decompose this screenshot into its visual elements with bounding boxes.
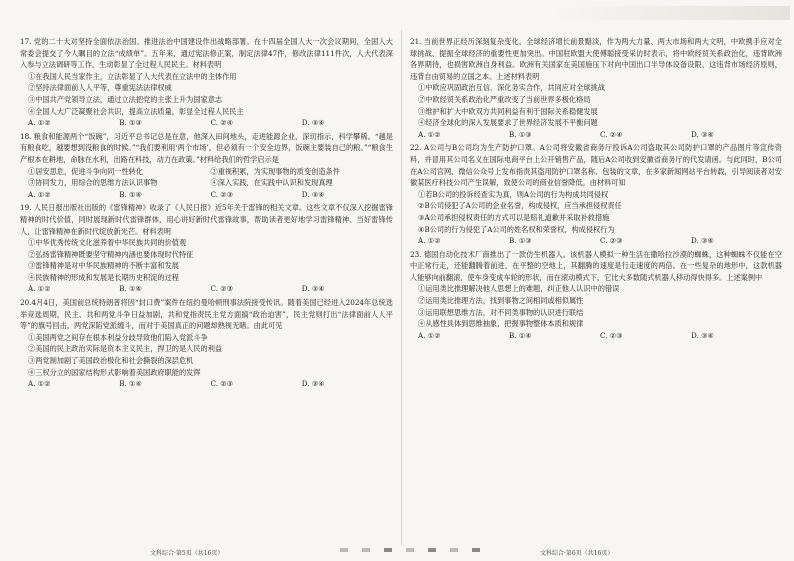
choice-d: D. ③④ <box>301 284 325 294</box>
option: ④从感性具体到思维抽象，把握事物整体本质和规律 <box>418 319 584 329</box>
option: ①在我国人民当家作主，立法彰显了人大代表在立法中的主体作用 <box>28 71 237 81</box>
option: ④全国人大广泛凝聚社会共识，提高立法质量，彰显全过程人民民主 <box>28 106 244 116</box>
mark <box>428 548 436 552</box>
option: ①中欧应巩固政治互信、深化务实合作，共同应对全球挑战 <box>418 83 605 93</box>
option: ②弘扬雷锋精神既要坚守精神内涵也要体现时代特征 <box>28 249 194 259</box>
page-footer-left: 文科综合·第5页（共16页） <box>150 550 224 557</box>
choice-a: A. ①② <box>28 189 51 199</box>
choice-c: C. ②③ <box>210 284 234 294</box>
question-stem: 21. 当前世界正经历深刻复杂变化，全球经济增长前景黯淡，作为两大力量、两大市场和两大文明，中欧携手应对全球挑战、提振全球经济的重要性更加突出。中国驻欧盟大使傅聪接受采访时表示，将中欧经贸关系政治化，违背欧洲各界期待，也损害欧洲自身利益。欧洲有关国家在美国施压下对向中国出口半导体设备设限，这违背市场经济原则，违背自由贸易的立国之本。上述材料表明 <box>410 37 782 81</box>
question-stem: 22. A公司与B公司均为生产防护口罩。A公司将安徽省商务厅投诉A公司盗取其公司防护口罩的产品图片等宣传资料，并冒用其公司名义在国际电商平台上公开销售产品，随后A公司收到安徽省商务厅的代发请函。与此同时，B公司在A公司官网、微信公众号上发布指责其盗用防护口罩名称、包装的文章，在多家新闻网站平台转载，引导阅读者对安徽某医疗科技公司产生误解，致使公司的商业信誉降低。由材料可知 <box>410 143 782 188</box>
choice-a: A. ①② <box>418 236 441 246</box>
page-footer-right: 文科综合·第6页（共16页） <box>540 550 614 557</box>
mark <box>340 548 348 552</box>
option: ②重视积累，为实现事物的质变创造条件 <box>210 166 340 176</box>
option: ④民族精神的形成和发展是长期历史积淀的过程 <box>28 272 179 282</box>
question-17 <box>20 36 393 129</box>
choice-b: B. ①④ <box>119 379 142 389</box>
answer-choices <box>20 378 393 390</box>
option-row <box>20 166 393 178</box>
choice-b: B. ①④ <box>119 284 142 294</box>
choice-b: B. ①③ <box>509 236 532 246</box>
option: ④三权分立的国家结构形式影响着美国政府职能的发挥 <box>28 367 201 377</box>
answer-choices <box>20 117 393 129</box>
choice-c: C. ②③ <box>210 189 234 199</box>
question-23 <box>410 249 782 342</box>
option: ②运用类比推理方法，找到事物之间相同或相似属性 <box>418 296 584 306</box>
mark <box>406 548 414 552</box>
question-21 <box>410 36 782 140</box>
question-stem: 19. 人民日报出版社出版的《雷锋精神》收录了《人民日报》近5年关于雷锋的相关文章。这些文章不仅深入挖掘雷锋精神的时代价值，同时展现新时代雷锋群体，用心讲好新时代雷锋故事，帮助读者更好地学习雷锋精神、当好雷锋传人，让雷锋精神在新时代绽放新光芒。材料表明 <box>20 203 393 236</box>
choice-c: C. ②③ <box>210 379 234 389</box>
option: ①居安思危，促进斗争向同一性转化 <box>28 166 144 176</box>
choice-a: A. ①② <box>418 330 441 340</box>
option: ②坚持法律面前人人平等，尊重宪法法律权威 <box>28 83 172 93</box>
choice-d: D. ③④ <box>301 189 325 199</box>
option: ①若B公司的投诉经查实为真，则A公司的行为构成共同侵权 <box>418 189 609 199</box>
choice-b: B. ①④ <box>119 189 142 199</box>
page-shadow <box>550 6 790 20</box>
choice-d: D. ③④ <box>691 330 714 340</box>
choice-c: C. ②④ <box>600 129 623 139</box>
option: ②美国的民主政治实际是资本主义民主，捍卫的是人民的利益 <box>28 344 223 354</box>
option: ③两党制加剧了美国政治极化和社会撕裂的深层危机 <box>28 356 194 366</box>
column-divider <box>401 30 402 545</box>
choice-c: C. ②③ <box>600 330 623 340</box>
option: ①运用类比推理解决他人思想上的难题，纠正他人认识中的错误 <box>418 284 620 294</box>
choice-a: A. ①② <box>28 379 51 389</box>
answer-choices <box>410 330 782 342</box>
question-stem: 20.4月4日，美国前总统特朗普将因“封口费”案件在纽约曼哈顿刑事法院接受传讯。随着美国已经进入2024年总统选举竞选周期，民主、共和两党斗争日益加剧，共和党指责民主党方面搞“政治迫害”，民主党则打出“法律面前人人平等”的旗号回击。两党深陷党派缠斗，而对于美国真正的问题却熟视无睹。由此可见 <box>20 298 393 331</box>
mark <box>362 548 370 552</box>
choice-b: B. ①③ <box>119 118 142 128</box>
question-20 <box>20 297 393 390</box>
choice-d: D. ③④ <box>301 118 325 128</box>
question-19 <box>20 202 393 295</box>
mark <box>472 548 480 552</box>
choice-c: C. ②④ <box>210 118 234 128</box>
option: ①美国两党之间存在根本利益分歧导致他们陷入党派斗争 <box>28 332 208 342</box>
question-18 <box>20 131 393 201</box>
option-row <box>20 177 393 189</box>
answer-choices <box>20 189 393 201</box>
option: ④经济全球化的深入发展要求了世界经济发展不平衡问题 <box>418 118 598 128</box>
choice-a: A. ①② <box>418 129 441 139</box>
option: ③运用联想思维方法，对不同类事物的认识进行联结 <box>418 307 584 317</box>
option: ④深入实践，在实践中认识和发现真理 <box>210 178 333 188</box>
option: ③维护和扩大中欧双方共同利益有利于国际关系稳健发展 <box>418 106 598 116</box>
option: ①中华优秀传统文化滋养着中华民族共同的价值观 <box>28 238 187 248</box>
answer-choices <box>410 235 782 247</box>
option: ③A公司承担侵权责任的方式可以是赔礼道歉并采取补救措施 <box>418 212 610 222</box>
question-stem: 17. 党的二十大对坚持全面依法治国、推进法治中国建设作出战略部署。在十四届全国人大一次会议期间，全国人大常委会提交了今人瞩目的立法“成绩单”。五年来，通过宪法修正案，制定法律47件，修改法律111件次，人大代表深入参与立法调研等工作，生动彰显了全过程人民民主。材料表明 <box>20 37 393 70</box>
answer-choices <box>410 129 782 141</box>
choice-a: A. ①② <box>28 284 51 294</box>
choice-b: B. ①④ <box>509 330 532 340</box>
mark <box>384 548 392 552</box>
choice-b: B. ①③ <box>509 129 532 139</box>
right-column <box>410 36 782 343</box>
option: ③协同发力，用综合的思维方法认识事物 <box>28 178 158 188</box>
choice-d: D. ③④ <box>691 236 714 246</box>
option: ②中欧经贸关系政治化严重改变了当前世界多极化格局 <box>418 94 591 104</box>
option: ④B公司的行为侵犯了A公司的姓名权和荣誉权，构成侵权行为 <box>418 224 615 234</box>
choice-c: C. ②③ <box>600 236 623 246</box>
registration-marks <box>340 548 480 552</box>
option: ③中国共产党领导立法，通过立法把党的主张上升为国家意志 <box>28 94 223 104</box>
answer-choices <box>20 283 393 295</box>
choice-d: D. ③④ <box>301 379 325 389</box>
question-22 <box>410 142 782 246</box>
left-column <box>20 36 393 392</box>
option: ③雷锋精神是对中华民族精神的不断丰富和发展 <box>28 261 179 271</box>
choice-a: A. ①② <box>28 118 51 128</box>
choice-d: D. ③④ <box>691 129 714 139</box>
question-stem: 18. 粮食和能源两个“饭碗”，习近平总书记总是在意，他深入田间地头，走进能源企业，深切指示，科学攀稀。“越是有粮食吃，越要想到没粮食的时候。”“我们要利用‘两个市场’，但必须有一个安全边界，饭碗主要装自己的粮。”“粮食生产根本在耕地，命脉在水利，出路在科技，动力在政策。”材料给我们的哲学启示是 <box>20 131 393 164</box>
mark <box>450 548 458 552</box>
option: ②B公司侵犯了A公司的企业名誉，构成侵权，应当承担侵权责任 <box>418 201 622 211</box>
question-stem: 23. 德国自动化技术厂商推出了一款仿生机器人。该机器人模拟一种生活在撒哈拉沙漠的蜘蛛，这种蜘蛛不仅能在空中正常行走，还能翻腾着前进，在平整的空地上，其翻腾的速度是行走速度的两倍。在一些复杂的地形中，这款机器人能够向前翻滚，使车身变成车轮的形状，而在滚动模式下，它比大多数随式机器人移动得快得多。上述案例中 <box>410 249 782 282</box>
